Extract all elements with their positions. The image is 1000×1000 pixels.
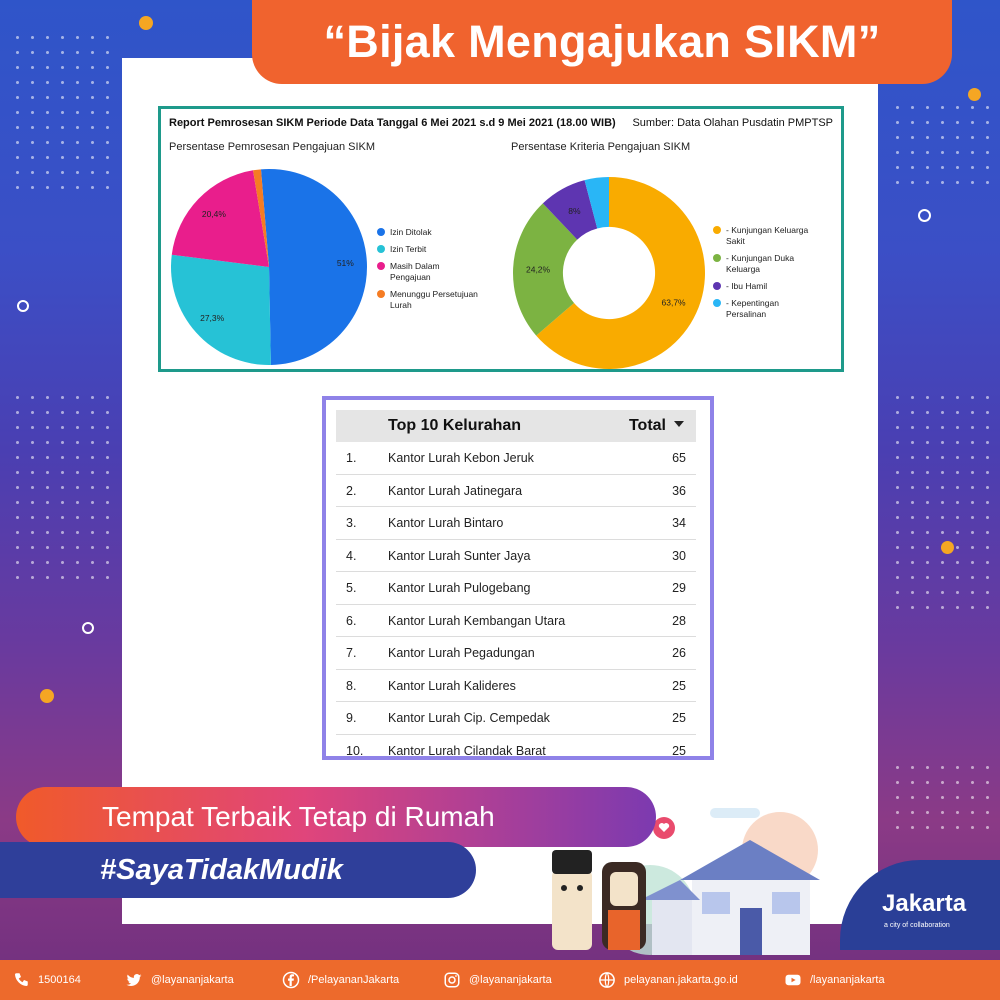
report-box bbox=[158, 106, 844, 372]
table-row[interactable] bbox=[336, 507, 696, 540]
report-title: Report Pemrosesan SIKM Periode Data Tanggal 6 Mei 2021 s.d 9 Mei 2021 (18.00 WIB) bbox=[169, 117, 616, 129]
slogan-text: Tempat Terbaik Tetap di Rumah bbox=[102, 801, 495, 832]
kelurahan-name: Kantor Lurah Jatinegara bbox=[388, 483, 523, 498]
footer-instagram-text: @layananjakarta bbox=[469, 974, 552, 986]
footer-phone-text: 1500164 bbox=[38, 974, 81, 986]
table-row[interactable] bbox=[336, 702, 696, 735]
pie-chart-title: Persentase Pemrosesan Pengajuan SIKM bbox=[169, 141, 376, 153]
deco-ring bbox=[918, 209, 931, 222]
deco-dot bbox=[968, 88, 981, 101]
footer-twitter[interactable] bbox=[125, 960, 234, 1000]
deco-dot bbox=[40, 689, 54, 703]
phone-icon bbox=[12, 971, 30, 989]
row-total: 65 bbox=[672, 451, 686, 465]
legend-swatch bbox=[377, 228, 385, 236]
row-number: 7. bbox=[346, 646, 357, 660]
criteria-donut-chart bbox=[511, 175, 707, 371]
sort-desc-icon[interactable] bbox=[674, 421, 684, 427]
row-number: 10. bbox=[346, 743, 364, 758]
kelurahan-name: Kantor Lurah Pulogebang bbox=[388, 581, 531, 595]
footer-bar bbox=[0, 960, 1000, 1000]
slice-value-label: 63,7% bbox=[661, 297, 686, 308]
footer-instagram[interactable] bbox=[443, 960, 552, 1000]
slice-value-label: 27,3% bbox=[200, 313, 225, 324]
table-row[interactable] bbox=[336, 572, 696, 605]
kelurahan-name: Kantor Lurah Pegadungan bbox=[388, 646, 535, 660]
slice-izin-terbit bbox=[171, 255, 271, 365]
legend-item bbox=[713, 298, 816, 320]
row-number: 2. bbox=[346, 483, 357, 498]
legend-label: - Ibu Hamil bbox=[726, 281, 768, 291]
legend-item bbox=[713, 281, 816, 292]
youtube-icon bbox=[784, 971, 802, 989]
hashtag-banner bbox=[0, 842, 476, 898]
top-kelurahan-table bbox=[322, 396, 714, 760]
row-total: 29 bbox=[672, 581, 686, 595]
row-total: 28 bbox=[672, 613, 686, 628]
table-row[interactable] bbox=[336, 637, 696, 670]
row-total: 34 bbox=[672, 516, 686, 530]
hashtag-text: #SayaTidakMudik bbox=[100, 853, 343, 886]
kelurahan-name: Kantor Lurah Sunter Jaya bbox=[388, 548, 531, 563]
kelurahan-name: Kantor Lurah Cilandak Barat bbox=[388, 743, 546, 758]
legend-swatch bbox=[713, 282, 721, 290]
column-header-kelurahan: Top 10 Kelurahan bbox=[388, 417, 522, 434]
facebook-icon bbox=[282, 971, 300, 989]
legend-label: Menunggu Persetujuan Lurah bbox=[390, 289, 478, 310]
instagram-icon bbox=[443, 971, 461, 989]
row-total: 36 bbox=[672, 483, 686, 498]
table-body bbox=[336, 442, 696, 760]
legend-swatch bbox=[377, 262, 385, 270]
row-number: 6. bbox=[346, 613, 357, 628]
dot-grid-top-left bbox=[10, 30, 110, 200]
footer-website-text: pelayanan.jakarta.go.id bbox=[624, 974, 738, 986]
row-total: 25 bbox=[672, 711, 686, 725]
footer-facebook[interactable] bbox=[282, 960, 399, 1000]
report-source: Sumber: Data Olahan Pusdatin PMPTSP bbox=[632, 117, 833, 129]
slogan-banner bbox=[16, 787, 656, 847]
dot-grid-right bbox=[890, 390, 990, 610]
deco-dot bbox=[941, 541, 954, 554]
legend-item bbox=[377, 244, 480, 255]
legend-item bbox=[377, 227, 480, 238]
kelurahan-name: Kantor Lurah Bintaro bbox=[388, 516, 504, 530]
legend-item bbox=[713, 253, 816, 275]
row-number: 4. bbox=[346, 548, 357, 563]
footer-youtube[interactable] bbox=[784, 960, 885, 1000]
slice-value-label: 20,4% bbox=[201, 208, 226, 219]
legend-label: - Kunjungan Keluarga Sakit bbox=[726, 225, 809, 246]
row-total: 30 bbox=[672, 548, 686, 563]
footer-phone[interactable] bbox=[12, 960, 81, 1000]
kelurahan-name: Kantor Lurah Kembangan Utara bbox=[388, 613, 566, 628]
processing-pie-chart bbox=[169, 167, 369, 367]
kelurahan-name: Kantor Lurah Cip. Cempedak bbox=[388, 711, 550, 725]
column-header-total[interactable]: Total bbox=[628, 417, 666, 434]
page-title: “Bijak Mengajukan SIKM” bbox=[323, 16, 881, 67]
logo-tagline: a city of collaboration bbox=[884, 922, 950, 929]
table-row[interactable] bbox=[336, 670, 696, 703]
legend-swatch bbox=[713, 226, 721, 234]
donut-legend bbox=[713, 225, 816, 326]
pie-legend bbox=[377, 227, 480, 317]
legend-swatch bbox=[377, 245, 385, 253]
legend-item bbox=[377, 261, 480, 283]
table-row[interactable] bbox=[336, 475, 696, 508]
legend-label: - Kunjungan Duka Keluarga bbox=[726, 253, 795, 274]
legend-swatch bbox=[377, 290, 385, 298]
deco-ring bbox=[17, 300, 29, 312]
row-number: 5. bbox=[346, 581, 357, 595]
footer-website[interactable] bbox=[598, 960, 738, 1000]
legend-label: Masih Dalam Pengajuan bbox=[390, 261, 440, 282]
slice-value-label: 24,2% bbox=[525, 264, 551, 275]
kelurahan-name: Kantor Lurah Kebon Jeruk bbox=[388, 451, 534, 465]
slice-value-label: 51% bbox=[336, 258, 354, 269]
dot-grid-bottom-right bbox=[890, 760, 990, 840]
footer-youtube-text: /layananjakarta bbox=[810, 974, 885, 986]
table-row[interactable] bbox=[336, 735, 696, 761]
row-number: 9. bbox=[346, 711, 357, 725]
dot-grid-right-top bbox=[890, 100, 990, 190]
legend-swatch bbox=[713, 254, 721, 262]
table-row[interactable] bbox=[336, 442, 696, 475]
row-total: 25 bbox=[672, 743, 686, 758]
kelurahan-name: Kantor Lurah Kalideres bbox=[388, 678, 516, 693]
table-header bbox=[336, 410, 696, 442]
deco-dot bbox=[139, 16, 153, 30]
legend-swatch bbox=[713, 299, 721, 307]
dot-grid-left bbox=[10, 390, 110, 590]
legend-label: - Kepentingan Persalinan bbox=[726, 298, 779, 319]
slice-value-label: 8% bbox=[568, 205, 581, 216]
donut-chart-title: Persentase Kriteria Pengajuan SIKM bbox=[511, 141, 691, 153]
legend-item bbox=[377, 289, 480, 311]
legend-item bbox=[713, 225, 816, 247]
table-row[interactable] bbox=[336, 540, 696, 573]
row-number: 8. bbox=[346, 678, 357, 693]
globe-icon bbox=[598, 971, 616, 989]
legend-label: Izin Terbit bbox=[390, 244, 427, 254]
row-number: 3. bbox=[346, 516, 357, 530]
footer-twitter-text: @layananjakarta bbox=[151, 974, 234, 986]
title-banner bbox=[252, 0, 952, 84]
twitter-icon bbox=[125, 971, 143, 989]
logo-word: Jakarta bbox=[882, 890, 967, 917]
table-row[interactable] bbox=[336, 605, 696, 638]
row-total: 25 bbox=[672, 678, 686, 693]
legend-label: Izin Ditolak bbox=[390, 227, 432, 237]
row-number: 1. bbox=[346, 451, 357, 465]
row-total: 26 bbox=[672, 646, 686, 660]
footer-facebook-text: /PelayananJakarta bbox=[308, 974, 400, 986]
deco-ring bbox=[82, 622, 94, 634]
